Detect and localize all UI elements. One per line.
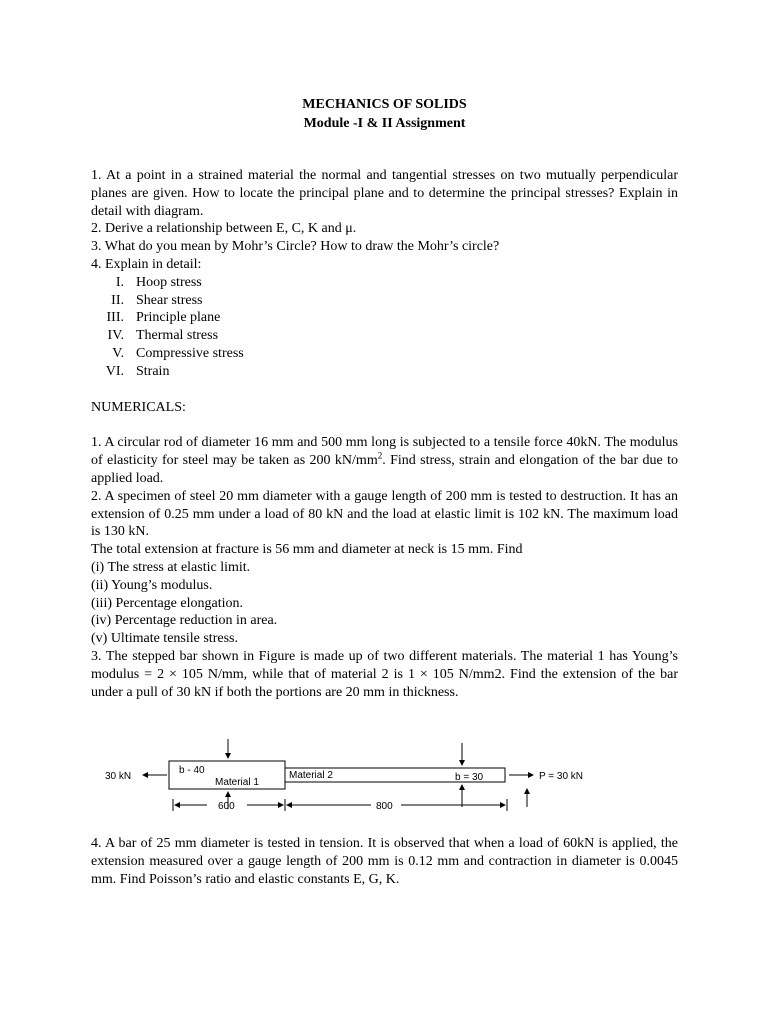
stepped-bar-figure: [103, 727, 690, 827]
numerical-2-line: The total extension at fracture is 56 mm and diameter at neck is 15 mm. Find: [91, 542, 523, 558]
numerical-2-item: (ii) Young’s modulus.: [91, 577, 213, 593]
numerical-2-item: (i) The stress at elastic limit.: [91, 559, 251, 575]
numerical-3: 3. The stepped bar shown in Figure is made up of two different materials. The material 1 has Young’s modulus = 2 × 105 N/mm, while that of material 2 is 1 × 105 N/mm2. Find the extension of the bar under a pull of 30 kN if both the portions are 20 mm in thickness.: [91, 648, 678, 700]
left-load-label: 30 kN: [105, 771, 132, 783]
b1-label: b - 40: [179, 765, 205, 777]
numerical-2-item: (iv) Percentage reduction in area.: [91, 613, 278, 629]
numerical-1: 1. A circular rod of diameter 16 mm and 500 mm long is subjected to a tensile force 40kN. The modulus of elasticity for steel may be taken as 200 $kN/mm^2$. Find stress, strain and elongation of the bar due to applied load.: [91, 435, 678, 486]
title-line-2: Module -I & II Assignment: [303, 116, 466, 131]
question-4: 4. Explain in detail:: [91, 256, 202, 272]
title-line-1: MECHANICS OF SOLIDS: [302, 97, 467, 112]
right-load-label: P = 30 kN: [539, 771, 584, 783]
list-item: I. Hoop stress: [115, 274, 202, 290]
numerical-2-item: (v) Ultimate tensile stress.: [91, 631, 238, 647]
material-1-label: Material 1: [215, 777, 259, 789]
list-item: II. Shear stress: [111, 292, 203, 308]
numerical-2-item: (iii) Percentage elongation.: [91, 595, 243, 611]
question-3: 3. What do you mean by Mohr’s Circle? How to draw the Mohr’s circle?: [91, 239, 500, 255]
numerical-2: 2. A specimen of steel 20 mm diameter with a gauge length of 200 mm is tested to destruction. It has an extension of 0.25 mm under a load of 80 kN and the load at elastic limit is 102 kN. The maximum load is 130 kN.: [91, 488, 678, 540]
length-1-label: 600: [218, 801, 235, 813]
numericals-heading: NUMERICALS:: [91, 399, 186, 415]
question-2: 2. Derive a relationship between E, C, K and μ.: [91, 221, 357, 237]
detail-list: [91, 274, 678, 381]
theory-questions: [91, 167, 678, 381]
list-item: VI. Strain: [105, 363, 170, 379]
list-item: V. Compressive stress: [112, 345, 244, 361]
question-1: 1. At a point in a strained material the normal and tangential stresses on two mutually perpendicular planes are given. How to locate the principal plane and to determine the principal stresses? Explain in detail with diagram.: [91, 168, 678, 219]
length-2-label: 800: [376, 801, 393, 813]
list-item: III. Principle plane: [106, 310, 221, 326]
numericals-section: [91, 434, 678, 701]
numerical-4: 4. A bar of 25 mm diameter is tested in tension. It is observed that when a load of 60kN is applied, the extension measured over a gauge length of 200 mm is 0.12 mm and contraction in diameter is 0.0045 mm. Find Poisson’s ratio and elastic constants E, G, K.: [91, 836, 678, 887]
stepped-bar-diagram: [103, 727, 683, 827]
list-item: IV. Thermal stress: [107, 328, 219, 344]
b2-label: b = 30: [455, 772, 484, 784]
material-2-label: Material 2: [289, 770, 333, 782]
document-page: [91, 95, 678, 889]
document-title: [91, 95, 678, 133]
